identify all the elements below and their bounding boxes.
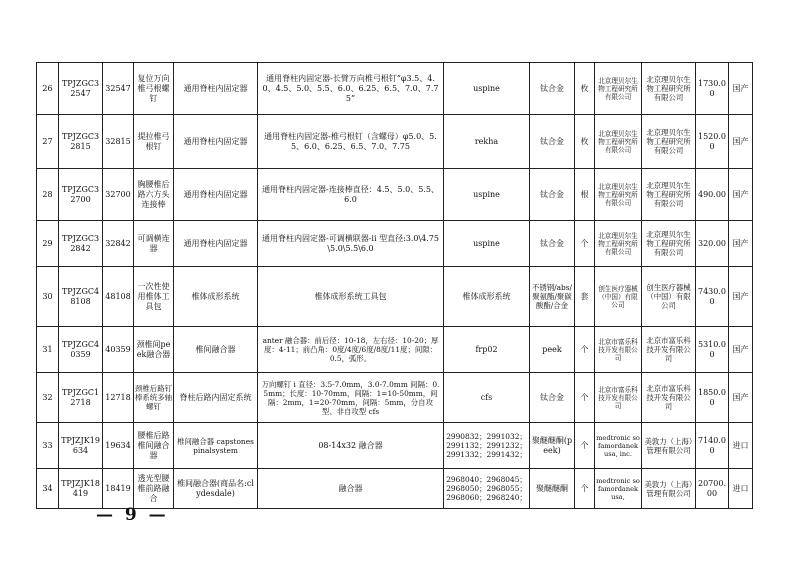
cell-name: 一次性使用椎体工具包 bbox=[134, 267, 174, 327]
cell-price: 1850.00 bbox=[696, 373, 729, 423]
cell-spec: 08-14x32 融合器 bbox=[258, 423, 444, 469]
table-row bbox=[37, 423, 753, 469]
cell-material: 钛合金 bbox=[530, 115, 575, 169]
cell-origin: 国产 bbox=[729, 267, 753, 327]
cell-material: 钛合金 bbox=[530, 169, 575, 221]
cell-id: 32842 bbox=[103, 221, 134, 267]
cell-price: 1730.00 bbox=[696, 63, 729, 115]
cell-no: 27 bbox=[37, 115, 59, 169]
cell-spec: 通用脊柱内固定器-可调横联器-ii 型直径:3.0\4.75\5.0\5.5\6.0 bbox=[258, 221, 444, 267]
cell-spec: anter 融合器：前后径：10-18，左右径：10-20；厚度：4-11；前凸角：0度/4度/6度/8度/11度；间隙：0.5，弧形。 bbox=[258, 327, 444, 373]
table-row bbox=[37, 63, 753, 115]
cell-code: TPJZGC40359 bbox=[59, 327, 103, 373]
cell-material: 钛合金 bbox=[530, 63, 575, 115]
cell-price: 7430.00 bbox=[696, 267, 729, 327]
cell-no: 32 bbox=[37, 373, 59, 423]
table-row bbox=[37, 221, 753, 267]
cell-category: 通用脊柱内固定器 bbox=[174, 115, 258, 169]
cell-material: 钛合金 bbox=[530, 373, 575, 423]
cell-spec: 通用脊柱内固定器-连接棒直径：4.5、5.0、5.5、6.0 bbox=[258, 169, 444, 221]
cell-no: 26 bbox=[37, 63, 59, 115]
cell-producer: 北京理贝尔生物工程研究所有限公司 bbox=[595, 115, 642, 169]
cell-producer: 北京市富乐科技开发有限公司 bbox=[595, 327, 642, 373]
cell-agent: 北京理贝尔生物工程研究所有限公司 bbox=[642, 63, 696, 115]
cell-model: 2990832；2991032；2991132；2991232；2991332；2991432； bbox=[444, 423, 530, 469]
cell-no: 29 bbox=[37, 221, 59, 267]
cell-name: 胸腰椎后路六方头连接棒 bbox=[134, 169, 174, 221]
cell-name: 可调横连器 bbox=[134, 221, 174, 267]
cell-agent: 北京理贝尔生物工程研究所有限公司 bbox=[642, 115, 696, 169]
cell-model: uspine bbox=[444, 63, 530, 115]
cell-producer: 北京理贝尔生物工程研究所有限公司 bbox=[595, 169, 642, 221]
cell-unit: 套 bbox=[575, 267, 595, 327]
cell-spec: 椎体成形系统工具包 bbox=[258, 267, 444, 327]
cell-spec: 通用脊柱内固定器-长臂万向椎弓根钉”φ3.5、4.0、4.5、5.0、5.5、6.0、6.25、6.5、7.0、7.75” bbox=[258, 63, 444, 115]
cell-category: 椎间融合器 bbox=[174, 327, 258, 373]
cell-origin: 国产 bbox=[729, 169, 753, 221]
cell-category: 通用脊柱内固定器 bbox=[174, 221, 258, 267]
cell-unit: 个 bbox=[575, 423, 595, 469]
cell-no: 34 bbox=[37, 469, 59, 509]
cell-code: TPJZGC32842 bbox=[59, 221, 103, 267]
cell-unit: 枚 bbox=[575, 115, 595, 169]
cell-origin: 进口 bbox=[729, 469, 753, 509]
cell-no: 28 bbox=[37, 169, 59, 221]
cell-unit: 个 bbox=[575, 373, 595, 423]
cell-price: 7140.00 bbox=[696, 423, 729, 469]
cell-name: 复位万向椎弓根螺钉 bbox=[134, 63, 174, 115]
table-row bbox=[37, 169, 753, 221]
cell-code: TPJZJK18419 bbox=[59, 469, 103, 509]
cell-model: 2968040；2968045；2968050；2968055；2968060；2968240； bbox=[444, 469, 530, 509]
cell-category: 脊柱后路内固定系统 bbox=[174, 373, 258, 423]
cell-code: TPJZGC32700 bbox=[59, 169, 103, 221]
cell-model: cfs bbox=[444, 373, 530, 423]
table-row bbox=[37, 469, 753, 509]
cell-code: TPJZJK19634 bbox=[59, 423, 103, 469]
cell-id: 48108 bbox=[103, 267, 134, 327]
cell-unit: 个 bbox=[575, 327, 595, 373]
cell-no: 30 bbox=[37, 267, 59, 327]
cell-unit: 枚 bbox=[575, 63, 595, 115]
device-price-table bbox=[36, 62, 753, 509]
table-row bbox=[37, 373, 753, 423]
cell-spec: 通用脊柱内固定器-椎弓根钉（含螺母）φ5.0、5.5、6.0、6.25、6.5、7.0、7.75 bbox=[258, 115, 444, 169]
cell-material: 不锈钢/abs/聚氨酯/聚碳酸酯/合金 bbox=[530, 267, 575, 327]
table-body bbox=[37, 63, 753, 509]
cell-price: 5310.00 bbox=[696, 327, 729, 373]
cell-price: 20700.00 bbox=[696, 469, 729, 509]
cell-producer: 北京市富乐科技开发有限公司 bbox=[595, 373, 642, 423]
cell-id: 40359 bbox=[103, 327, 134, 373]
cell-origin: 国产 bbox=[729, 373, 753, 423]
cell-no: 33 bbox=[37, 423, 59, 469]
cell-agent: 北京理贝尔生物工程研究所有限公司 bbox=[642, 169, 696, 221]
cell-producer: 北京理贝尔生物工程研究所有限公司 bbox=[595, 221, 642, 267]
cell-producer: 创生医疗器械（中国）有限公司 bbox=[595, 267, 642, 327]
cell-spec: 万向螺钉 i 直径：3.5-7.0mm，3.0-7.0mm 间隔：0.5mm；长度：10-70mm，间隔：1=10-50mm，间隔：2mm，1=20-70mm，间隔：5mm，分自攻型、非自攻型 cfs bbox=[258, 373, 444, 423]
cell-material: peek bbox=[530, 327, 575, 373]
cell-price: 490.00 bbox=[696, 169, 729, 221]
cell-id: 32815 bbox=[103, 115, 134, 169]
table-row bbox=[37, 327, 753, 373]
cell-no: 31 bbox=[37, 327, 59, 373]
cell-model: frp02 bbox=[444, 327, 530, 373]
cell-category: 椎间融合器(商品名:clydesdale) bbox=[174, 469, 258, 509]
cell-name: 颈椎后路钉棒系统多轴螺钉 bbox=[134, 373, 174, 423]
cell-code: TPJZGC48108 bbox=[59, 267, 103, 327]
cell-unit: 个 bbox=[575, 221, 595, 267]
cell-agent: 美敦力（上海）管理有限公司 bbox=[642, 469, 696, 509]
cell-producer: medtronic sofamordanekusa, inc. bbox=[595, 423, 642, 469]
cell-producer: 北京理贝尔生物工程研究所有限公司 bbox=[595, 63, 642, 115]
cell-model: uspine bbox=[444, 169, 530, 221]
cell-material: 聚醚醚酮 bbox=[530, 469, 575, 509]
cell-id: 32700 bbox=[103, 169, 134, 221]
cell-code: TPJZGC32547 bbox=[59, 63, 103, 115]
cell-agent: 北京市富乐科技开发有限公司 bbox=[642, 373, 696, 423]
cell-agent: 北京市富乐科技开发有限公司 bbox=[642, 327, 696, 373]
cell-origin: 国产 bbox=[729, 221, 753, 267]
table-row bbox=[37, 267, 753, 327]
cell-producer: medtronic sofamordanekusa, bbox=[595, 469, 642, 509]
cell-material: 聚醚醚酮(peek) bbox=[530, 423, 575, 469]
cell-id: 18419 bbox=[103, 469, 134, 509]
cell-name: 腰椎后路椎间融合器 bbox=[134, 423, 174, 469]
cell-id: 19634 bbox=[103, 423, 134, 469]
cell-model: uspine bbox=[444, 221, 530, 267]
cell-name: 提拉椎弓根钉 bbox=[134, 115, 174, 169]
page-number: — 9 — bbox=[96, 505, 169, 525]
cell-name: 颈椎间peek融合器 bbox=[134, 327, 174, 373]
cell-category: 通用脊柱内固定器 bbox=[174, 169, 258, 221]
cell-price: 320.00 bbox=[696, 221, 729, 267]
cell-code: TPJZGC12718 bbox=[59, 373, 103, 423]
cell-model: 椎体成形系统 bbox=[444, 267, 530, 327]
cell-model: rekha bbox=[444, 115, 530, 169]
cell-name: 透光型腰椎前路融合 bbox=[134, 469, 174, 509]
cell-material: 钛合金 bbox=[530, 221, 575, 267]
cell-code: TPJZGC32815 bbox=[59, 115, 103, 169]
cell-origin: 进口 bbox=[729, 423, 753, 469]
cell-agent: 美敦力（上海）管理有限公司 bbox=[642, 423, 696, 469]
cell-spec: 融合器 bbox=[258, 469, 444, 509]
cell-category: 椎体成形系统 bbox=[174, 267, 258, 327]
cell-category: 椎间融合器 capstonespinalsystem bbox=[174, 423, 258, 469]
cell-origin: 国产 bbox=[729, 115, 753, 169]
cell-agent: 北京理贝尔生物工程研究所有限公司 bbox=[642, 221, 696, 267]
cell-agent: 创生医疗器械（中国）有限公司 bbox=[642, 267, 696, 327]
cell-origin: 国产 bbox=[729, 63, 753, 115]
cell-id: 12718 bbox=[103, 373, 134, 423]
cell-category: 通用脊柱内固定器 bbox=[174, 63, 258, 115]
cell-id: 32547 bbox=[103, 63, 134, 115]
cell-price: 1520.00 bbox=[696, 115, 729, 169]
cell-unit: 个 bbox=[575, 469, 595, 509]
table-row bbox=[37, 115, 753, 169]
cell-unit: 根 bbox=[575, 169, 595, 221]
cell-origin: 国产 bbox=[729, 327, 753, 373]
